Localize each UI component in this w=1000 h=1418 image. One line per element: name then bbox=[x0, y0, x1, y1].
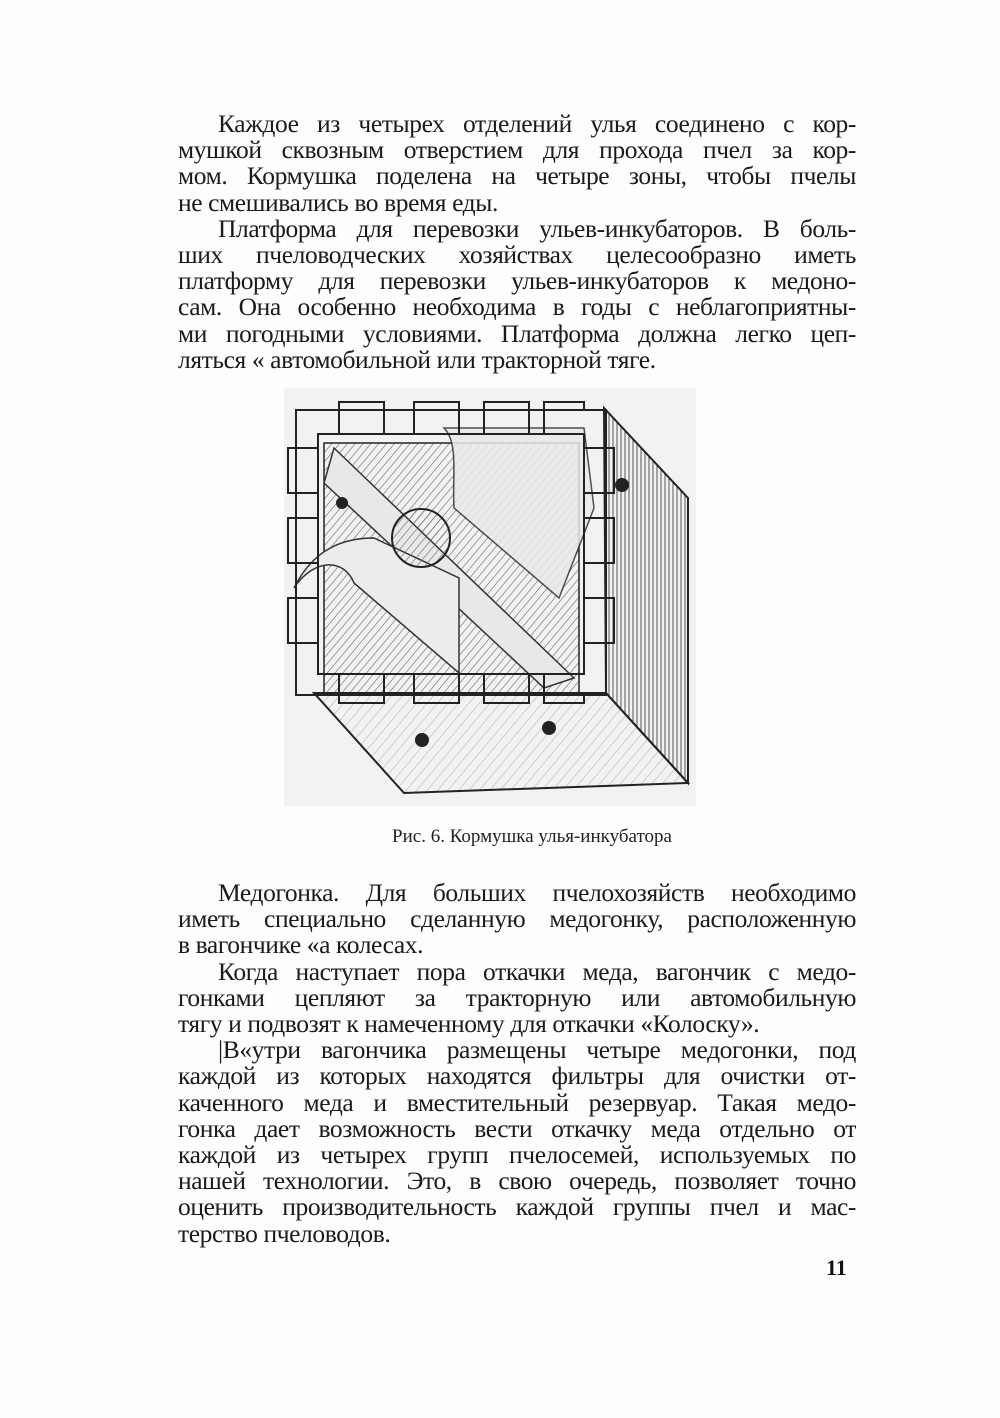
text-line: сам. Она особенно необходима в годы с неблагоприятны- bbox=[178, 292, 856, 322]
text-line: |В«утри вагончика размещены четыре медогонки, под bbox=[218, 1035, 856, 1065]
feeder-illustration bbox=[284, 388, 696, 806]
text-line: Каждое из четырех отделений улья соединено с кор- bbox=[218, 109, 856, 138]
figure-caption: Рис. 6. Кормушка улья-инкубатора bbox=[392, 826, 672, 847]
paragraph-wagon-interior bbox=[178, 1037, 856, 1247]
text-line: каченного меда и вместительный резервуар. Такая медо- bbox=[178, 1087, 856, 1117]
text-line: ляться « автомобильной или тракторной тяге. bbox=[178, 344, 656, 374]
page-number: 11 bbox=[826, 1255, 847, 1280]
text-line: ми погодными условиями. Платформа должна легко цеп- bbox=[178, 318, 856, 348]
bottom-text-block bbox=[178, 880, 856, 1247]
text-line: нашей технологии. Это, в свою очередь, позволяет точно bbox=[178, 1166, 856, 1196]
text-line: тягу и подвозят к намеченному для откачки «Колоску». bbox=[178, 1009, 760, 1039]
text-line: мушкой сквозным отверстием для прохода пчел за кор- bbox=[178, 135, 856, 165]
top-text-block bbox=[178, 111, 856, 373]
text-line: платформу для перевозки ульев-инкубаторов к медоно- bbox=[178, 266, 856, 296]
text-line: терство пчеловодов. bbox=[178, 1218, 391, 1248]
text-line: Платформа для перевозки ульев-инкубаторов. В боль- bbox=[218, 213, 856, 243]
text-line: Медогонка. Для больших пчелохозяйств необходимо bbox=[218, 878, 856, 907]
text-line: ших пчеловодческих хозяйствах целесообразно иметь bbox=[178, 240, 856, 270]
text-line: оценить производительность каждой группы пчел и мас- bbox=[178, 1192, 856, 1222]
text-line: гонками цепляют за тракторную или автомобильную bbox=[178, 982, 856, 1012]
paragraph-honey-extractor bbox=[178, 880, 856, 959]
text-line: каждой из которых находятся фильтры для очистки от- bbox=[178, 1061, 856, 1091]
text-line: каждой из четырех групп пчелосемей, используемых по bbox=[178, 1140, 856, 1170]
text-line: иметь специально сделанную медогонку, расположенную bbox=[178, 904, 856, 934]
paragraph-feeder-zones bbox=[178, 111, 856, 216]
paragraph-transport-platform bbox=[178, 213, 856, 374]
text-line: Когда наступает пора откачки меда, вагончик с медо- bbox=[218, 956, 856, 986]
paragraph-extraction-time bbox=[178, 956, 856, 1039]
text-line: гонка дает возможность вести откачку меда отдельно от bbox=[178, 1113, 856, 1143]
text-line: мом. Кормушка поделена на четыре зоны, чтобы пчелы bbox=[178, 161, 856, 191]
text-line: не смешивались во время еды. bbox=[178, 187, 498, 217]
text-line: в вагончике «а колесах. bbox=[178, 930, 424, 960]
